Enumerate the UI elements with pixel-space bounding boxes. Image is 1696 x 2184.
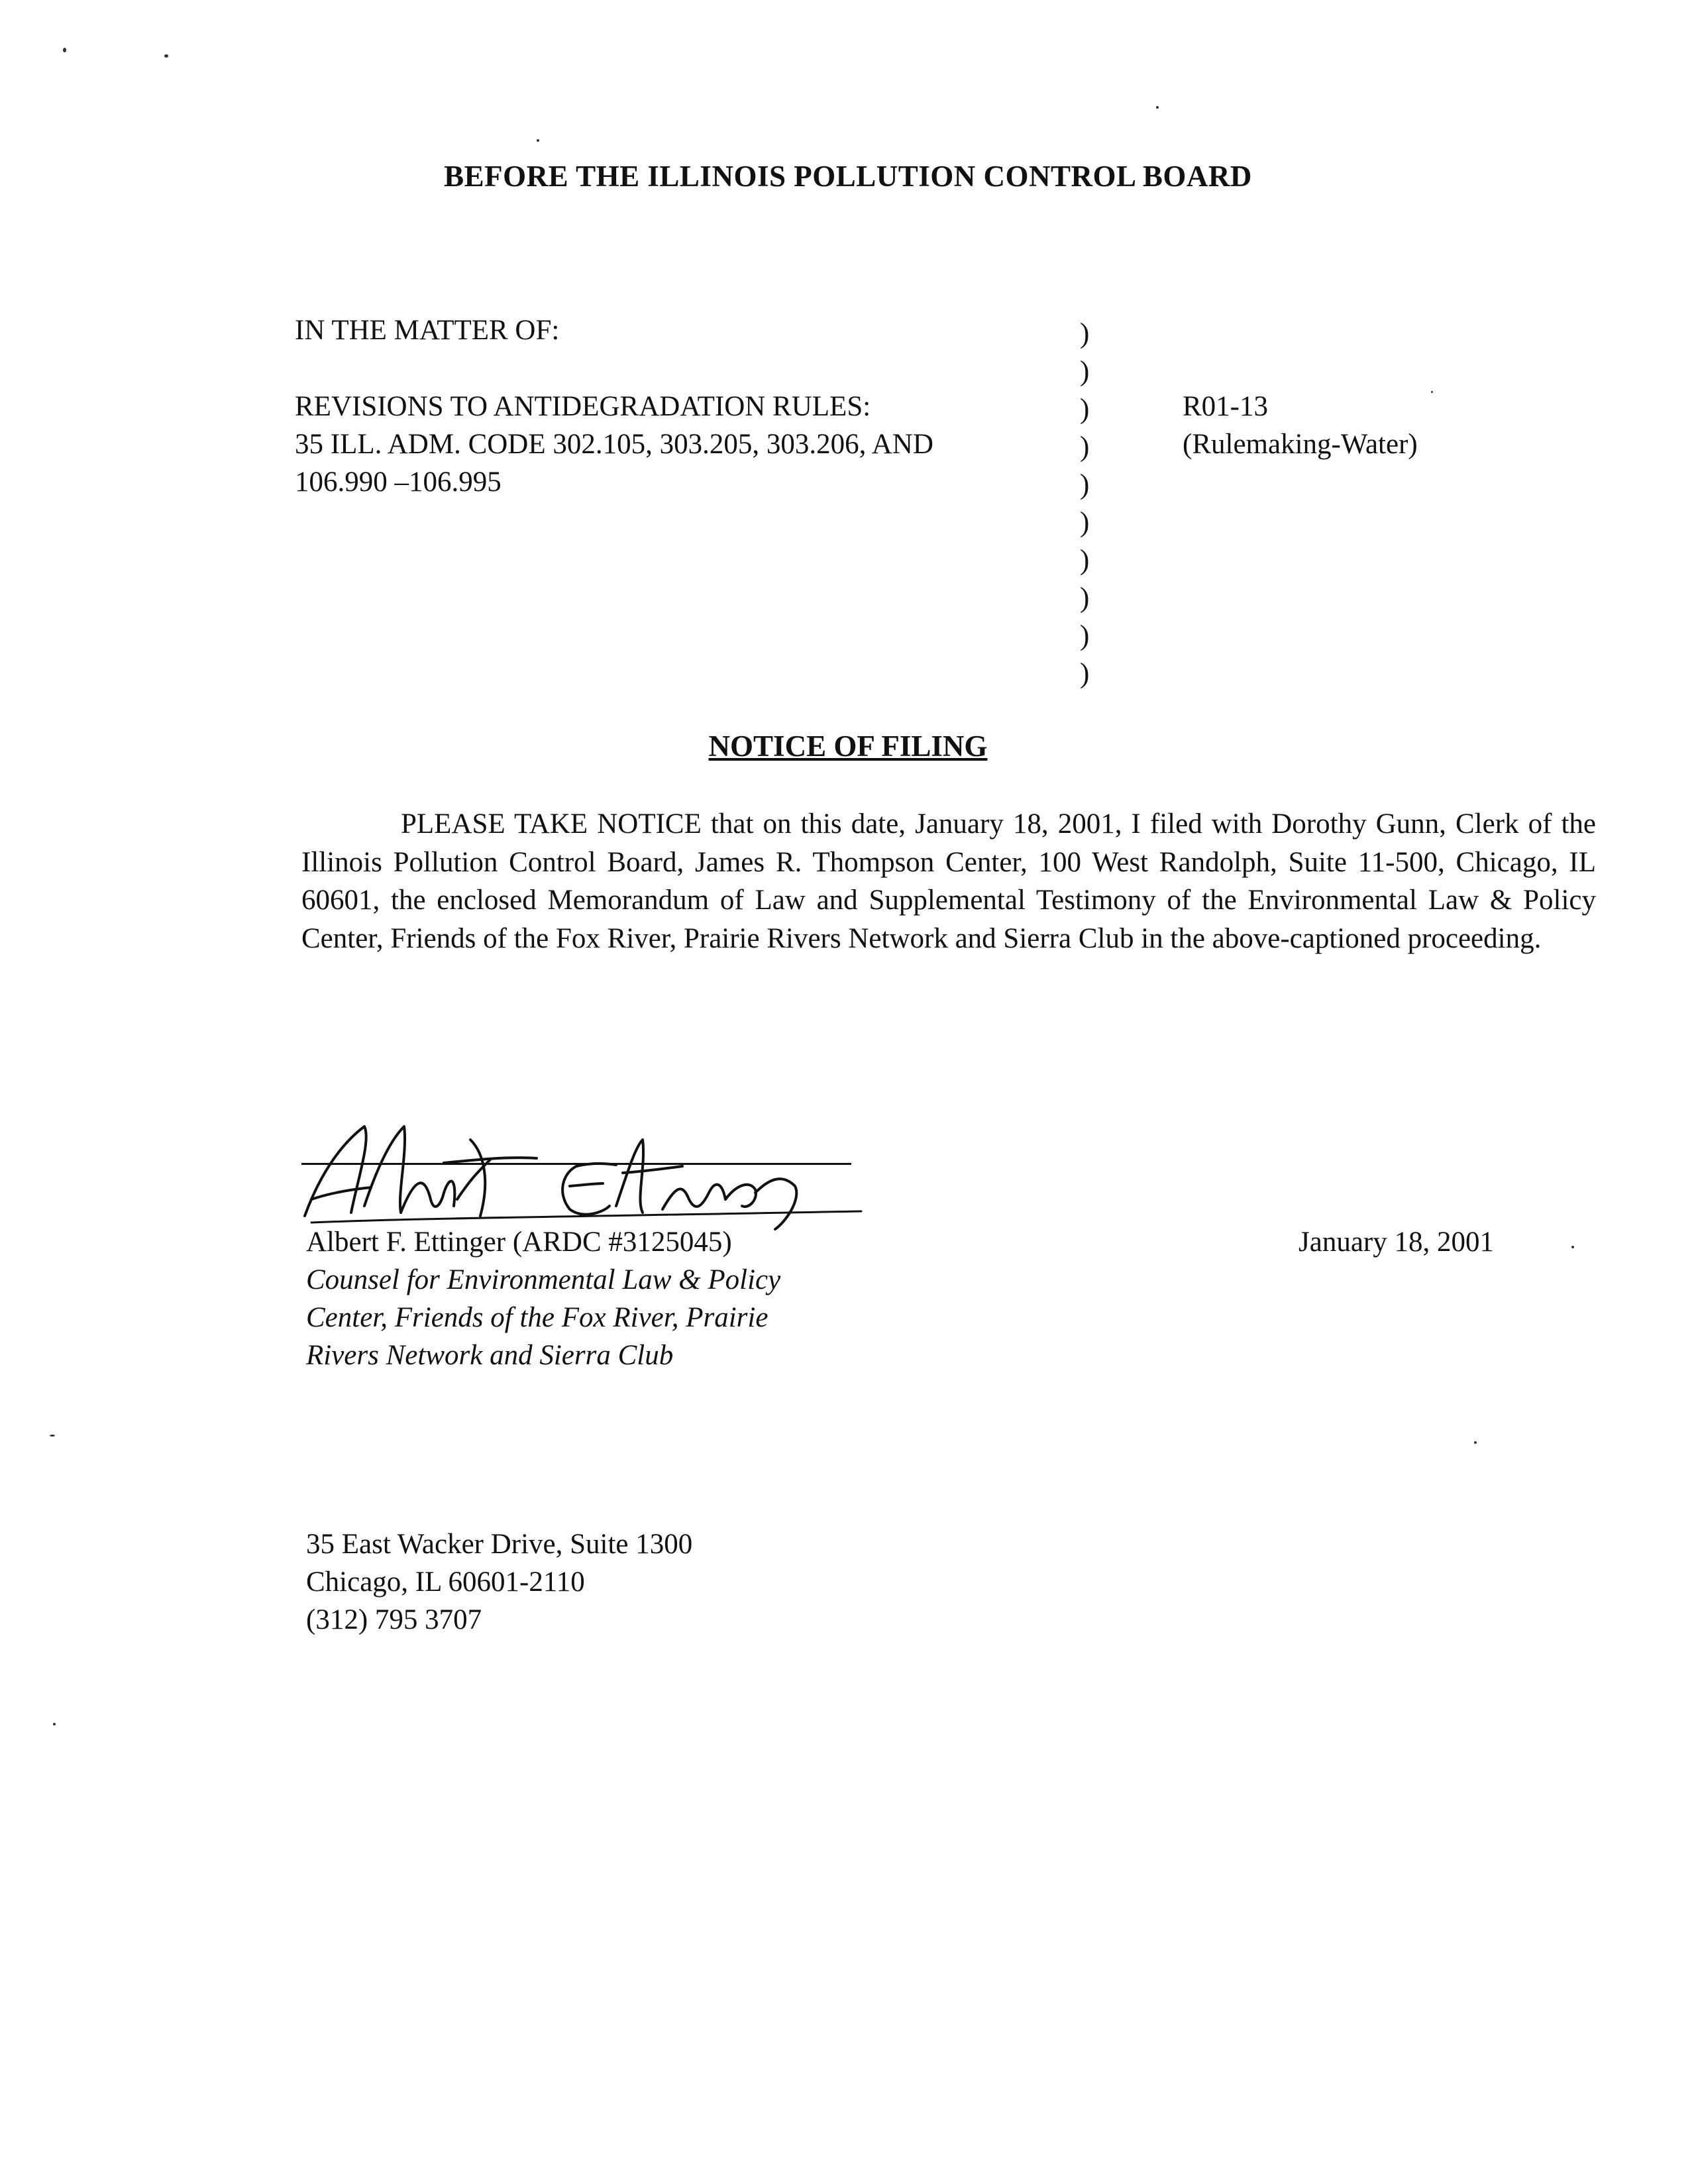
notice-body: PLEASE TAKE NOTICE that on this date, January 18, 2001, I filed with Dorothy Gunn, Clerk of the Illinois Pollution Control Board, James R. Thompson Center, 100 West Randolph, Suite 11-500, Chicago, IL 60601, the enclosed Memorandum of Law and Supplemental Testimony of the Environmental Law & Policy Center, Friends of the Fox River, Prairie Rivers Network and Sierra Club in the above-captioned proceeding.: [301, 808, 1596, 954]
caption-paren: ): [1080, 582, 1090, 614]
page-title: BEFORE THE ILLINOIS POLLUTION CONTROL BOARD: [444, 160, 1252, 193]
signer-name: Albert F. Ettinger (ARDC #3125045): [306, 1227, 732, 1258]
scan-speck: [1431, 391, 1433, 393]
scan-speck: [53, 1723, 56, 1725]
scan-speck: [1156, 106, 1159, 109]
subject-line-3: 106.990 –106.995: [295, 466, 502, 498]
scan-speck: [63, 48, 66, 52]
signature-date: January 18, 2001: [1298, 1227, 1494, 1258]
caption-paren: ): [1080, 431, 1090, 463]
scan-speck: [1571, 1246, 1574, 1248]
caption-paren: ): [1080, 356, 1090, 387]
caption-paren: ): [1080, 469, 1090, 500]
signer-role-line-2: Center, Friends of the Fox River, Prairie: [306, 1302, 768, 1333]
caption-paren: ): [1080, 394, 1090, 425]
notice-heading: NOTICE OF FILING: [708, 730, 988, 763]
address-line-1: 35 East Wacker Drive, Suite 1300: [306, 1529, 693, 1560]
docket-number: R01-13: [1183, 391, 1268, 422]
caption-paren: ): [1080, 658, 1090, 689]
signer-role-line-1: Counsel for Environmental Law & Policy: [306, 1264, 781, 1295]
scan-speck: [164, 54, 168, 58]
subject-line-1: REVISIONS TO ANTIDEGRADATION RULES:: [295, 391, 871, 422]
caption-paren: ): [1080, 318, 1090, 349]
scan-speck: [537, 139, 539, 142]
address-line-3: (312) 795 3707: [306, 1604, 482, 1635]
scan-speck: [1474, 1441, 1477, 1444]
docket-type: (Rulemaking-Water): [1183, 429, 1418, 460]
scan-speck: [50, 1435, 55, 1437]
caption-paren: ): [1080, 545, 1090, 576]
caption-paren: ): [1080, 507, 1090, 538]
caption-paren: ): [1080, 620, 1090, 651]
signer-role-line-3: Rivers Network and Sierra Club: [306, 1340, 674, 1371]
signature-line: [301, 1163, 851, 1165]
subject-line-2: 35 ILL. ADM. CODE 302.105, 303.205, 303.206, AND: [295, 429, 933, 460]
matter-line: IN THE MATTER OF:: [295, 315, 560, 346]
address-line-2: Chicago, IL 60601-2110: [306, 1566, 585, 1598]
handwritten-signature: [292, 1100, 888, 1232]
